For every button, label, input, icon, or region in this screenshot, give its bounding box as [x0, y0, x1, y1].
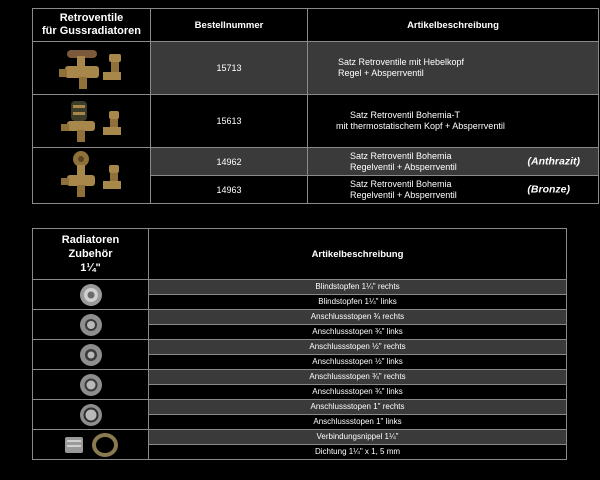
table-row — [33, 148, 599, 176]
product-image-cell — [33, 370, 149, 400]
description-cell — [308, 42, 599, 95]
order-number-cell: 14963 — [151, 176, 308, 204]
retro-valves-table — [32, 8, 599, 204]
lever-valve-set-icon — [47, 44, 137, 92]
nipple-and-gasket-icon — [51, 432, 131, 458]
table-row — [33, 340, 567, 355]
header-line: für Gussradiatoren — [41, 25, 142, 37]
bohemia-valve-set-icon — [47, 151, 137, 201]
reducer-plug-icon — [71, 312, 111, 338]
description-line: Regelventil + Absperrventil — [350, 161, 457, 172]
reducer-plug-icon — [71, 372, 111, 398]
header-line: Radiatoren — [61, 234, 120, 246]
thermostatic-valve-set-icon — [47, 97, 137, 145]
list-item: Anschlussstopen 1" links — [149, 415, 567, 430]
list-item: Anschlussstopen ½" rechts — [149, 340, 567, 355]
description-line: Satz Retroventil Bohemia — [350, 178, 452, 189]
product-image-cell — [33, 400, 149, 430]
header-retroventile — [33, 9, 151, 42]
header-line: Zubehör — [68, 248, 113, 260]
list-item: Anschlussstopen ¾" rechts — [149, 370, 567, 385]
header-description: Artikelbeschreibung — [308, 9, 599, 42]
description-cell — [308, 95, 599, 148]
header-line: 1¼" — [80, 262, 101, 274]
header-radiator-accessories — [33, 229, 149, 280]
product-image-cell — [33, 430, 149, 460]
table-row — [33, 42, 599, 95]
header-order-number: Bestellnummer — [151, 9, 308, 42]
header-description: Artikelbeschreibung — [149, 229, 567, 280]
description-cell — [308, 148, 599, 176]
list-item: Anschlussstopen ¾" links — [149, 325, 567, 340]
description-line: mit thermostatischem Kopf + Absperrventil — [336, 121, 505, 131]
header-line: Retroventile — [59, 12, 124, 24]
table-row — [33, 430, 567, 445]
blind-plug-icon — [71, 282, 111, 308]
table-row — [33, 370, 567, 385]
product-image-cell — [33, 340, 149, 370]
product-image-cell — [33, 310, 149, 340]
list-item: Anschlussstopen ¾ rechts — [149, 310, 567, 325]
table-row — [33, 280, 567, 295]
reducer-plug-icon — [71, 342, 111, 368]
description-line: Satz Retroventile mit Hebelkopf — [338, 57, 465, 67]
description-line: Satz Retroventil Bohemia — [350, 150, 452, 161]
description-cell — [308, 176, 599, 204]
order-number-cell: 15613 — [151, 95, 308, 148]
product-image-cell — [33, 280, 149, 310]
table-row — [33, 95, 599, 148]
order-number-cell: 14962 — [151, 148, 308, 176]
reducer-plug-icon — [71, 402, 111, 428]
variant-badge: (Bronze) — [527, 183, 570, 195]
product-image-cell — [33, 95, 151, 148]
table-row — [33, 310, 567, 325]
table-row — [33, 400, 567, 415]
list-item: Dichtung 1¼" x 1, 5 mm — [149, 445, 567, 460]
description-line: Regelventil + Absperrventil — [350, 189, 457, 200]
list-item: Verbindungsnippel 1¼" — [149, 430, 567, 445]
product-image-cell — [33, 42, 151, 95]
list-item: Blindstopfen 1¼" rechts — [149, 280, 567, 295]
order-number-cell: 15713 — [151, 42, 308, 95]
list-item: Anschlussstopen ¾" links — [149, 385, 567, 400]
product-image-cell — [33, 148, 151, 204]
table-header-row — [33, 229, 567, 280]
description-line: Satz Retroventil Bohemia-T — [350, 110, 461, 120]
list-item: Anschlussstopen 1" rechts — [149, 400, 567, 415]
table-header-row — [33, 9, 599, 42]
list-item: Blindstopfen 1¼" links — [149, 295, 567, 310]
variant-badge: (Anthrazit) — [527, 155, 580, 167]
radiator-accessories-table — [32, 228, 567, 460]
list-item: Anschlussstopen ½" links — [149, 355, 567, 370]
description-line: Regel + Absperrventil — [338, 68, 424, 78]
